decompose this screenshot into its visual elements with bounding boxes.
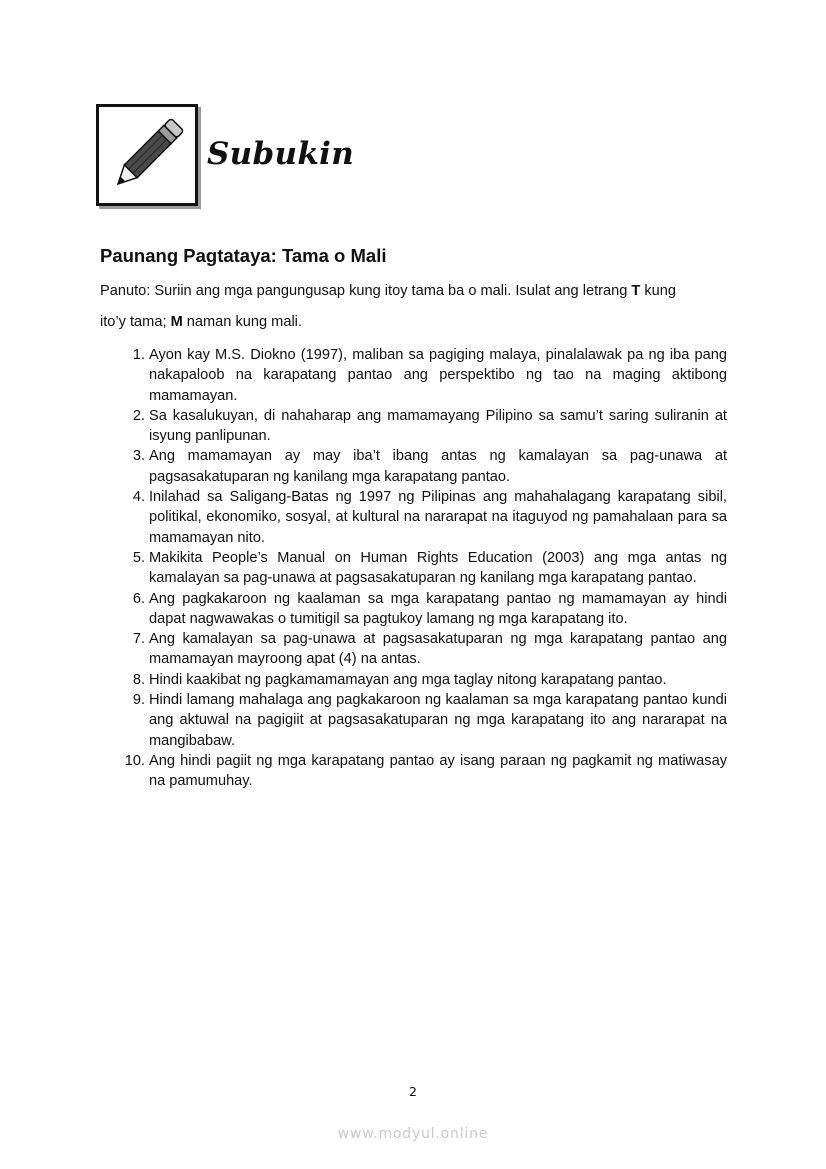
list-item (100, 629, 727, 670)
item-number: 4. (132, 489, 145, 506)
item-number: 1. (132, 347, 145, 363)
instructions-line-2 (100, 314, 302, 330)
letter-t: T (631, 283, 641, 299)
list-item (100, 690, 727, 751)
item-number: 8. (132, 671, 145, 688)
watermark: www.modyul.online (337, 1126, 489, 1142)
item-number: 3. (132, 448, 145, 465)
item-number: 5. (132, 549, 145, 566)
statement-list (100, 345, 727, 792)
item-text: Makikita People’s Manual on Human Rights Education (2003) ang mga antas ng kamalayan sa pag-unawa at pagsasakatuparan ng kanilang mga karapatang pantao. (149, 549, 727, 587)
instructions-text: ito’y tama; (100, 314, 171, 330)
list-item (100, 670, 727, 690)
item-number: 10. (124, 752, 145, 769)
instructions-text: Panuto: Suriin ang mga pangungusap kung itoy tama ba o mali. Isulat ang letrang (100, 283, 632, 299)
item-number: 7. (132, 631, 145, 648)
item-number: 2. (132, 407, 145, 424)
page-number: 2 (409, 1084, 417, 1099)
item-text: Hindi lamang mahalaga ang pagkakaroon ng kaalaman sa mga karapatang pantao kundi ang aktuwal na pagigiit at pagsasakatuparan ng mga karapatang ito ang nararapat na mangibabaw. (149, 692, 727, 749)
item-text: Ang pagkakaroon ng kaalaman sa mga karapatang pantao ng mamamayan ay hindi dapat nagwawakas o tumitigil sa pagtukoy lamang ng mga karapatang ito. (149, 590, 727, 627)
instructions-line-1 (100, 283, 676, 299)
pencil-icon (99, 107, 195, 203)
list-item (100, 548, 727, 589)
section-title: Subukin (207, 136, 355, 172)
item-text: Ang mamamayan ay may iba’t ibang antas ng kamalayan sa pag-unawa at pagsasakatuparan ng kanilang mga karapatang pantao. (149, 448, 727, 485)
item-text: Ang kamalayan sa pag-unawa at pagsasakatuparan ng mga karapatang pantao ang mamamayan mayroong apat (4) na antas. (149, 631, 727, 668)
item-text: Sa kasalukuyan, di nahaharap ang mamamayang Pilipino sa samu’t saring suliranin at isyung panlipunan. (149, 407, 727, 445)
instructions-text: kung (640, 283, 677, 299)
item-number: 9. (132, 692, 145, 709)
list-item (100, 751, 727, 792)
item-text: Inilahad sa Saligang-Batas ng 1997 ng Pilipinas ang mahahalagang karapatang sibil, politikal, ekonomiko, sosyal, at kultural na nararapat na itaguyod ng pamahalaan para sa mamamayan nito. (149, 489, 727, 546)
list-item (100, 345, 727, 406)
item-number: 6. (132, 590, 145, 607)
letter-m: M (170, 314, 183, 330)
list-item (100, 487, 727, 548)
instructions-text: naman kung mali. (182, 314, 302, 330)
list-item (100, 406, 727, 447)
list-item (100, 589, 727, 630)
pencil-icon-box (96, 104, 198, 206)
list-item (100, 446, 727, 487)
item-text: Ayon kay M.S. Diokno (1997), maliban sa pagiging malaya, pinalalawak pa ng iba pang nakapaloob na karapatang pantao ang perspektibo ng tao na maging aktibong mamamayan. (149, 347, 727, 404)
quiz-subtitle: Paunang Pagtataya: Tama o Mali (100, 245, 387, 266)
item-text: Hindi kaakibat ng pagkamamamayan ang mga taglay nitong karapatang pantao. (149, 671, 667, 688)
item-text: Ang hindi pagiit ng mga karapatang pantao ay isang paraan ng pagkamit ng matiwasay na pamumuhay. (149, 752, 727, 790)
